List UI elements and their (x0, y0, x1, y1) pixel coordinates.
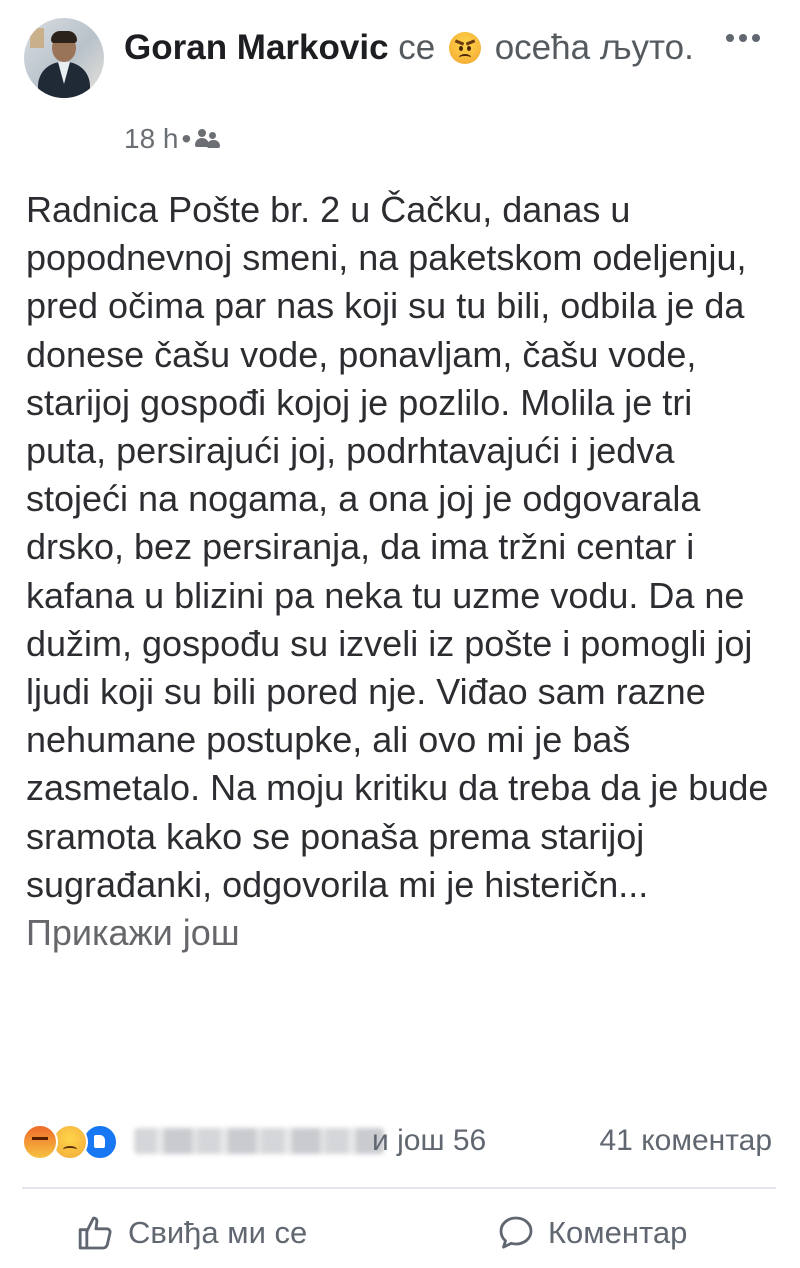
like-button[interactable] (76, 1208, 307, 1258)
post-timestamp[interactable]: 18 h (124, 123, 179, 154)
post-text: Radnica Pošte br. 2 u Čačku, danas u popodnevnoj smeni, na paketskom odeljenju, pred očima par nas koji su tu bili, odbila je da donese čašu vode, ponavljam, čašu vode, starijoj gospođi kojoj je pozlilo. Molila je tri puta, persirajući joj, podrhtavajući i jedva stojeći na nogama, a ona joj je odgovarala drsko, bez persiranja, da ima tržni centar i kafana u blizini pa neka tu uzme vodu. Da ne dužim, gospođu su izveli iz pošte i pomogli joj ljudi koji su bili pored nje. Viđao sam razne nehumane postupke, ali ovo mi je baš zasmetalo. Na moju kritiku da treba da je bude sramota kako se ponaša prema starijoj sugrađanki, odgovorila mi je histeričn... (26, 189, 769, 905)
feeling-prefix: се (398, 28, 436, 67)
comment-button-label: Коментар (548, 1215, 688, 1250)
meta-separator: • (181, 123, 192, 154)
reactions-bar (22, 1118, 782, 1166)
feeling-verb: осећа (494, 28, 591, 67)
like-button-label: Свиђа ми се (128, 1215, 308, 1250)
angry-face-icon (449, 32, 481, 64)
thumbs-up-icon (76, 1213, 116, 1253)
divider (22, 1187, 776, 1189)
comment-count[interactable]: 41 коментар (599, 1124, 772, 1157)
avatar-hair (51, 31, 77, 43)
feeling-state: љуто. (599, 28, 694, 67)
reaction-others-count[interactable]: и још 56 (372, 1124, 487, 1157)
friends-icon[interactable] (195, 128, 221, 150)
comment-button[interactable] (496, 1208, 687, 1258)
blurred-reactor-names[interactable] (134, 1128, 384, 1154)
comment-bubble-icon (496, 1213, 536, 1253)
avatar-background-frame (30, 28, 44, 48)
see-more-link[interactable]: Прикажи још (26, 912, 240, 954)
post-body (26, 186, 782, 957)
author-name[interactable]: Goran Markovic (124, 28, 389, 67)
post-title-line (124, 24, 724, 72)
angry-reaction-icon (22, 1124, 58, 1160)
reaction-icons[interactable] (22, 1124, 132, 1158)
post-header (22, 14, 782, 164)
post-meta (124, 122, 221, 156)
more-options-icon[interactable] (724, 30, 764, 46)
post-actions (22, 1204, 782, 1262)
author-avatar[interactable] (24, 18, 104, 98)
